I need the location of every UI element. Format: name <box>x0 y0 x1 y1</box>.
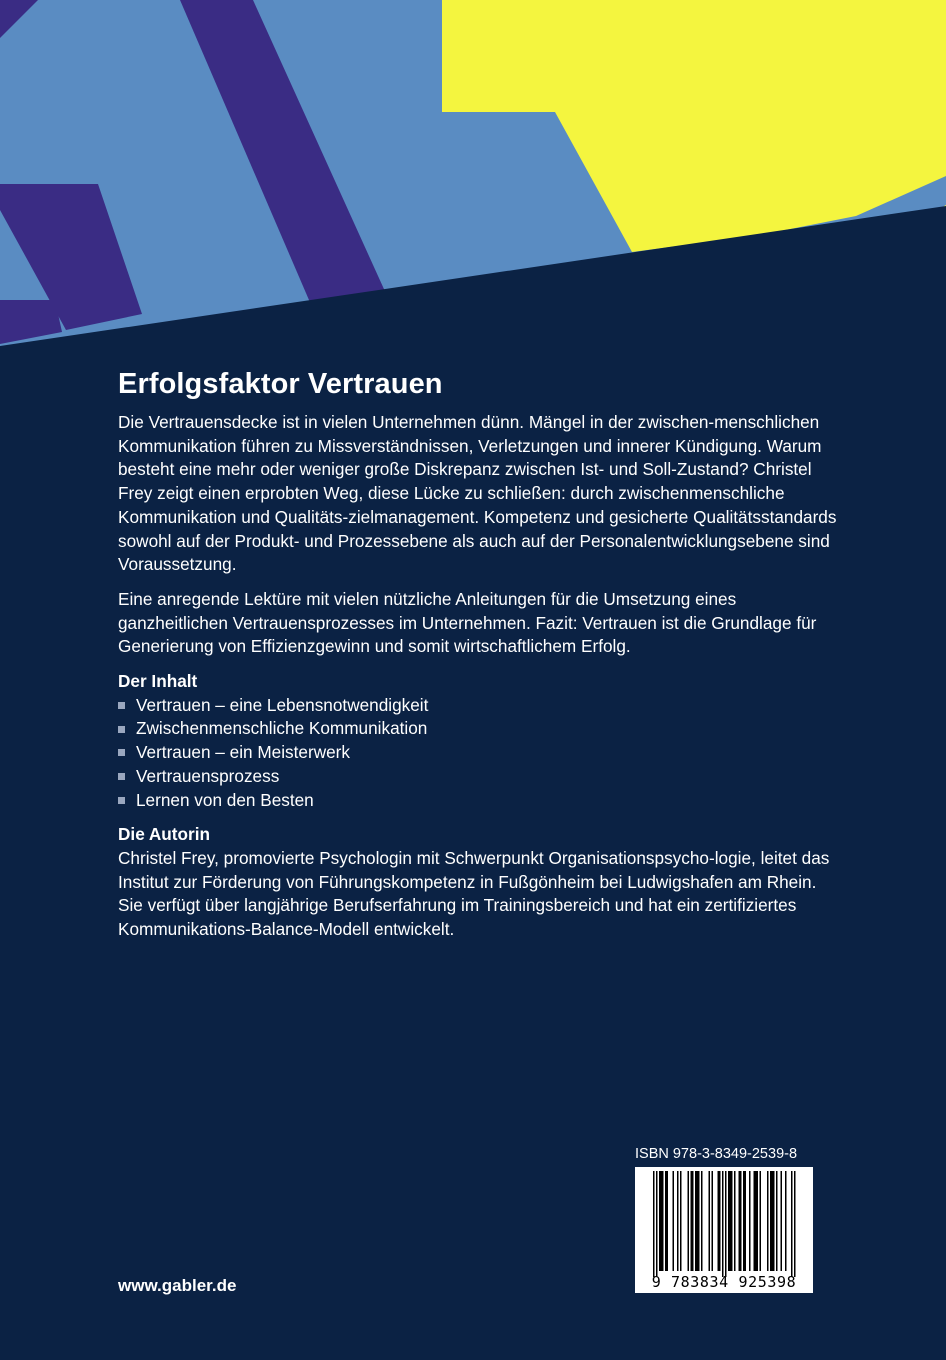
barcode-bar <box>673 1171 675 1271</box>
author-bio: Christel Frey, promovierte Psychologin mit Schwerpunkt Organisationspsycho-logie, leitet das Institut zur Förderung von Führungskompetenz in Fußgönheim bei Ludwigshafen am Rhein. Sie verfügt über langjährige Berufserfahrung im Trainingsbereich und hat ein zertifiziertes Kommunikations-Balance-Modell entwickelt. <box>118 847 830 940</box>
barcode-bar <box>745 1171 747 1271</box>
barcode-bar <box>785 1171 787 1271</box>
description-paragraph-1: Die Vertrauensdecke ist in vielen Unternehmen dünn. Mängel in der zwischen-menschlichen Kommunikation führen zu Missverständnissen, Verletzungen und innerer Kündigung. Warum besteht eine mehr oder weniger große Diskrepanz zwischen Ist- und Soll-Zustand? Christel Frey zeigt einen erprobten Weg, diese Lücke zu schließen: durch zwischenmenschliche Kommunikation und Qualitäts-zielmanagement. Kompetenz und gesicherte Qualitätsstandards sowohl auf der Produkt- und Prozessebene als auch auf der Personalentwicklungsebene sind Voraussetzung. <box>118 412 837 575</box>
contents-item-label: Zwischenmenschliche Kommunikation <box>136 718 428 739</box>
barcode-bar <box>760 1171 762 1271</box>
barcode-bar <box>794 1171 796 1277</box>
isbn-label: ISBN 978-3-8349-2539-8 <box>635 1146 798 1162</box>
publisher-website-link[interactable]: www.gabler.de <box>118 1276 237 1295</box>
book-title: Erfolgsfaktor Vertrauen <box>118 368 443 400</box>
square-bullet-icon <box>118 797 125 804</box>
barcode-bar <box>656 1171 658 1277</box>
barcode-bar <box>665 1171 667 1271</box>
barcode-bar <box>725 1171 727 1277</box>
barcode-bar <box>731 1171 733 1271</box>
barcode-bar <box>667 1171 669 1271</box>
barcode-bar <box>653 1171 655 1277</box>
barcode-bar <box>749 1171 751 1271</box>
barcode-bar <box>743 1171 745 1271</box>
barcode-bar <box>772 1171 774 1271</box>
barcode-bar <box>739 1171 741 1271</box>
barcode-bar <box>730 1171 732 1271</box>
barcode-bar <box>791 1171 793 1277</box>
barcode-bar <box>728 1171 730 1271</box>
author-heading: Die Autorin <box>118 824 210 845</box>
contents-item-label: Vertrauen – eine Lebensnotwendigkeit <box>136 694 429 715</box>
contents-item <box>118 741 838 765</box>
barcode-bar <box>662 1171 664 1271</box>
text-column <box>118 368 838 942</box>
barcode-bar <box>698 1171 700 1271</box>
barcode-bar <box>677 1171 679 1271</box>
barcode-bar <box>691 1171 693 1271</box>
barcode-bar <box>709 1171 711 1271</box>
barcode-bar <box>734 1171 736 1271</box>
barcode-bar <box>718 1171 720 1271</box>
barcode-bar <box>781 1171 783 1271</box>
barcode-bar <box>692 1171 694 1271</box>
square-bullet-icon <box>118 726 125 733</box>
barcode-bar <box>776 1171 778 1271</box>
contents-heading: Der Inhalt <box>118 671 198 692</box>
barcode-bar <box>659 1171 661 1271</box>
barcode-bar <box>697 1171 699 1271</box>
square-bullet-icon <box>118 749 125 756</box>
barcode-digits: 9 783834 925398 <box>651 1273 797 1291</box>
barcode-bar <box>712 1171 714 1271</box>
contents-list <box>118 694 838 813</box>
barcode-bar <box>661 1171 663 1271</box>
barcode-bar <box>757 1171 759 1271</box>
contents-item <box>118 717 838 741</box>
contents-item <box>118 694 838 718</box>
barcode-bar <box>722 1171 724 1277</box>
barcode <box>635 1167 813 1293</box>
barcode-bar <box>773 1171 775 1271</box>
contents-item <box>118 789 838 813</box>
barcode-bar <box>767 1171 769 1271</box>
barcode-bar <box>754 1171 756 1271</box>
barcode-bar <box>770 1171 772 1271</box>
cover-graphic <box>0 0 946 360</box>
barcode-bar <box>755 1171 757 1271</box>
barcode-bar <box>719 1171 721 1271</box>
square-bullet-icon <box>118 702 125 709</box>
description-paragraph-2: Eine anregende Lektüre mit vielen nützliche Anleitungen für die Umsetzung eines ganzheitlichen Vertrauensprozesses im Unternehmen. Fazit: Vertrauen ist die Grundlage für Generierung von Effizienzgewinn und somit wirtschaftlichem Erfolg. <box>118 588 817 657</box>
barcode-bar <box>695 1171 697 1271</box>
barcode-bar <box>680 1171 682 1271</box>
contents-item-label: Vertrauensprozess <box>136 765 280 786</box>
contents-item <box>118 765 838 789</box>
barcode-bar <box>688 1171 690 1271</box>
contents-item-label: Lernen von den Besten <box>136 789 314 810</box>
barcode-bar <box>701 1171 703 1271</box>
square-bullet-icon <box>118 773 125 780</box>
contents-item-label: Vertrauen – ein Meisterwerk <box>136 742 350 763</box>
barcode-bar <box>740 1171 742 1271</box>
